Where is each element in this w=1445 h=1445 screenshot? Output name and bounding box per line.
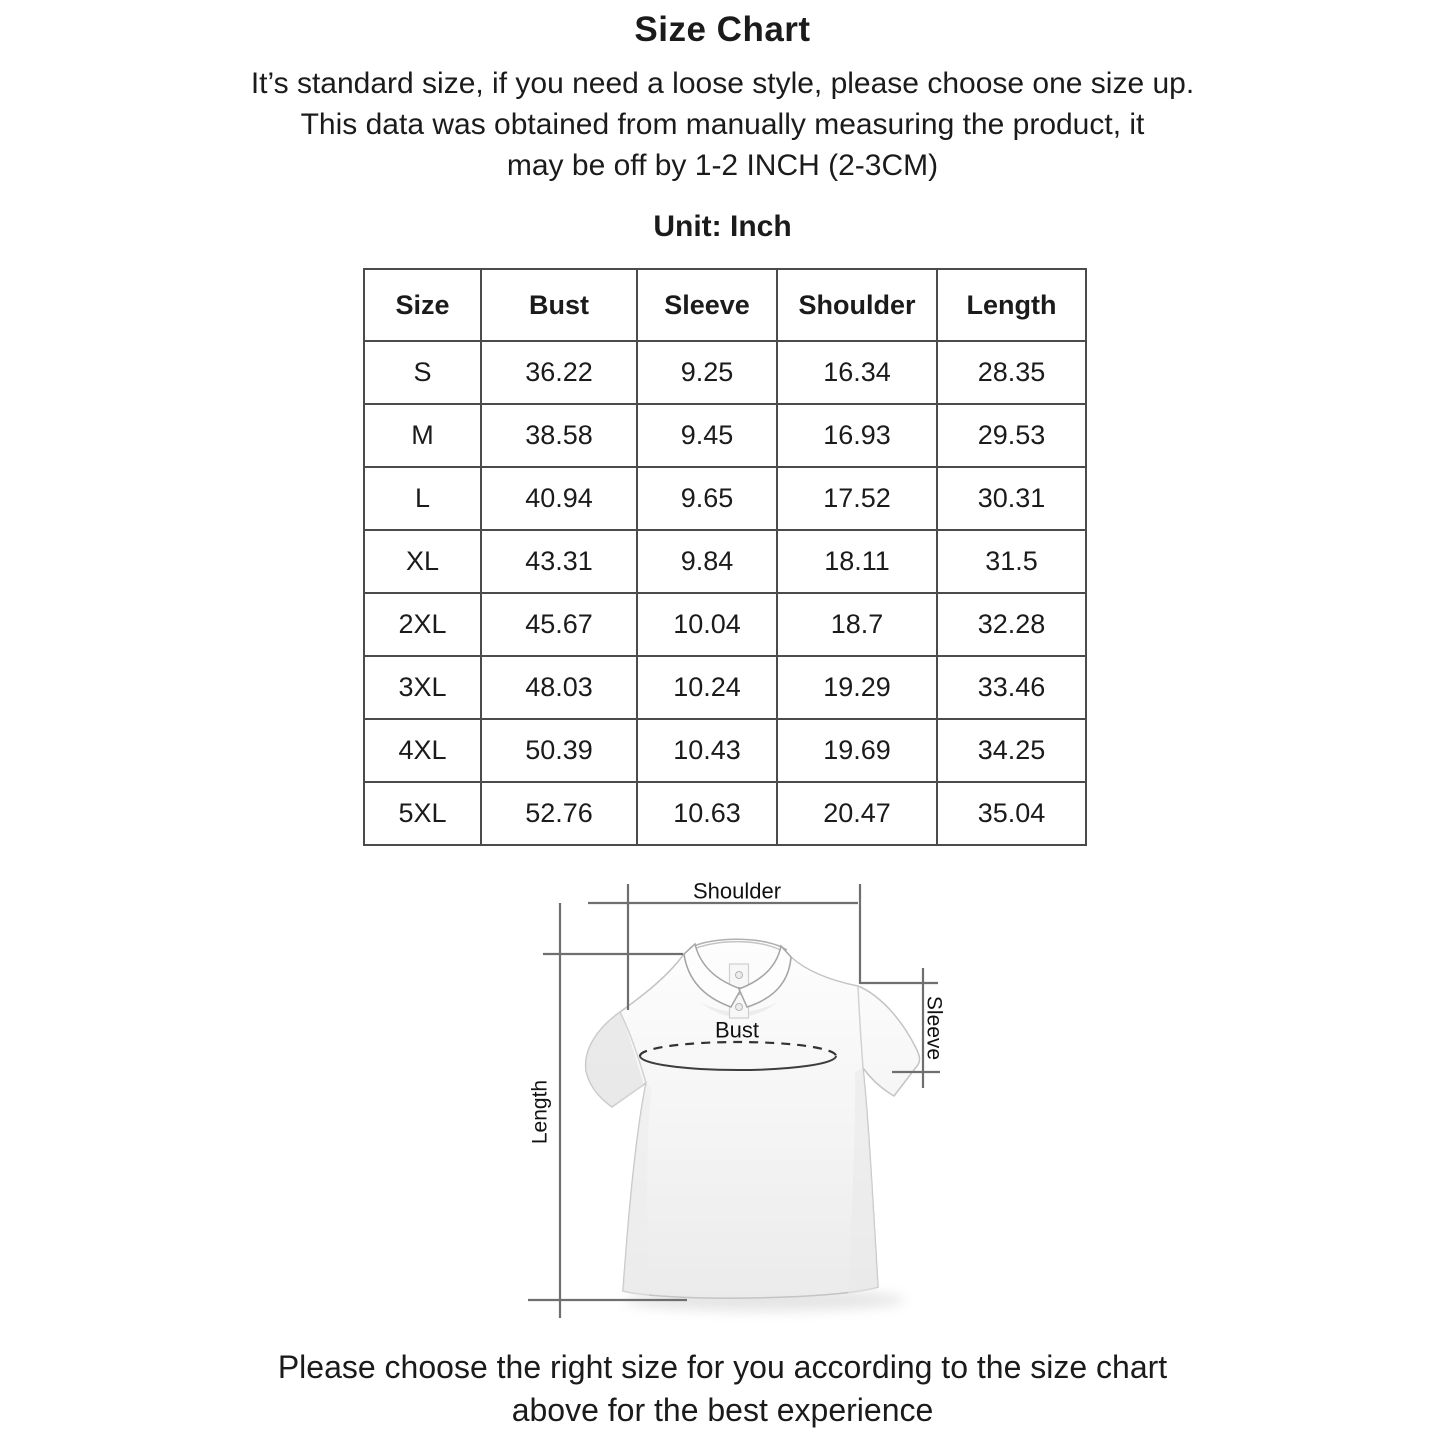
table-cell: 43.31: [481, 530, 637, 593]
table-cell: 30.31: [937, 467, 1086, 530]
table-row: [364, 530, 1086, 593]
size-table: [363, 268, 1087, 846]
shoulder-label: Shoulder: [692, 878, 782, 904]
table-cell: L: [364, 467, 481, 530]
table-cell: 17.52: [777, 467, 937, 530]
table-cell: 9.65: [637, 467, 777, 530]
table-header-cell: Length: [937, 269, 1086, 341]
table-cell: 18.11: [777, 530, 937, 593]
intro-line: This data was obtained from manually measuring the product, it: [300, 108, 1145, 141]
table-row: [364, 404, 1086, 467]
table-cell: 50.39: [481, 719, 637, 782]
table-header-cell: Shoulder: [777, 269, 937, 341]
table-cell: S: [364, 341, 481, 404]
table-row: [364, 467, 1086, 530]
table-cell: 10.04: [637, 593, 777, 656]
table-cell: XL: [364, 530, 481, 593]
table-cell: 28.35: [937, 341, 1086, 404]
table-cell: 31.5: [937, 530, 1086, 593]
table-cell: 19.69: [777, 719, 937, 782]
table-cell: 34.25: [937, 719, 1086, 782]
table-cell: 9.25: [637, 341, 777, 404]
table-row: [364, 719, 1086, 782]
measurement-diagram: [495, 870, 975, 1332]
table-cell: 35.04: [937, 782, 1086, 845]
button: [736, 972, 743, 979]
table-cell: 52.76: [481, 782, 637, 845]
intro-text: [0, 63, 1445, 186]
table-cell: 19.29: [777, 656, 937, 719]
footer-note: [0, 1346, 1445, 1432]
table-row: [364, 341, 1086, 404]
table-header-cell: Bust: [481, 269, 637, 341]
table-cell: 48.03: [481, 656, 637, 719]
table-cell: 20.47: [777, 782, 937, 845]
table-cell: 5XL: [364, 782, 481, 845]
polo-shirt-illustration: [586, 939, 920, 1298]
table-cell: 32.28: [937, 593, 1086, 656]
button: [736, 1004, 743, 1011]
table-cell: 10.43: [637, 719, 777, 782]
table-cell: 9.84: [637, 530, 777, 593]
unit-label: Unit: Inch: [653, 210, 792, 243]
intro-line: It’s standard size, if you need a loose style, please choose one size up.: [250, 67, 1195, 100]
table-cell: 18.7: [777, 593, 937, 656]
table-cell: 38.58: [481, 404, 637, 467]
footer-line: Please choose the right size for you according to the size chart: [277, 1349, 1168, 1385]
intro-line: may be off by 1-2 INCH (2-3CM): [506, 149, 939, 182]
footer-line: above for the best experience: [511, 1392, 934, 1428]
table-cell: 10.24: [637, 656, 777, 719]
table-cell: 36.22: [481, 341, 637, 404]
table-cell: 3XL: [364, 656, 481, 719]
table-row: [364, 593, 1086, 656]
page-title: Size Chart: [634, 10, 811, 49]
table-cell: 16.93: [777, 404, 937, 467]
table-row: [364, 782, 1086, 845]
size-table-head-row: [364, 269, 1086, 341]
table-cell: 2XL: [364, 593, 481, 656]
bust-label: Bust: [714, 1017, 760, 1043]
sleeve-label: Sleeve: [922, 995, 946, 1061]
table-cell: 40.94: [481, 467, 637, 530]
table-cell: 16.34: [777, 341, 937, 404]
table-cell: 45.67: [481, 593, 637, 656]
table-header-cell: Size: [364, 269, 481, 341]
table-cell: 9.45: [637, 404, 777, 467]
table-cell: M: [364, 404, 481, 467]
table-cell: 29.53: [937, 404, 1086, 467]
table-cell: 33.46: [937, 656, 1086, 719]
table-cell: 4XL: [364, 719, 481, 782]
table-header-cell: Sleeve: [637, 269, 777, 341]
table-row: [364, 656, 1086, 719]
table-cell: 10.63: [637, 782, 777, 845]
length-label: Length: [528, 1079, 552, 1145]
shirt-diagram-svg: [495, 870, 975, 1332]
